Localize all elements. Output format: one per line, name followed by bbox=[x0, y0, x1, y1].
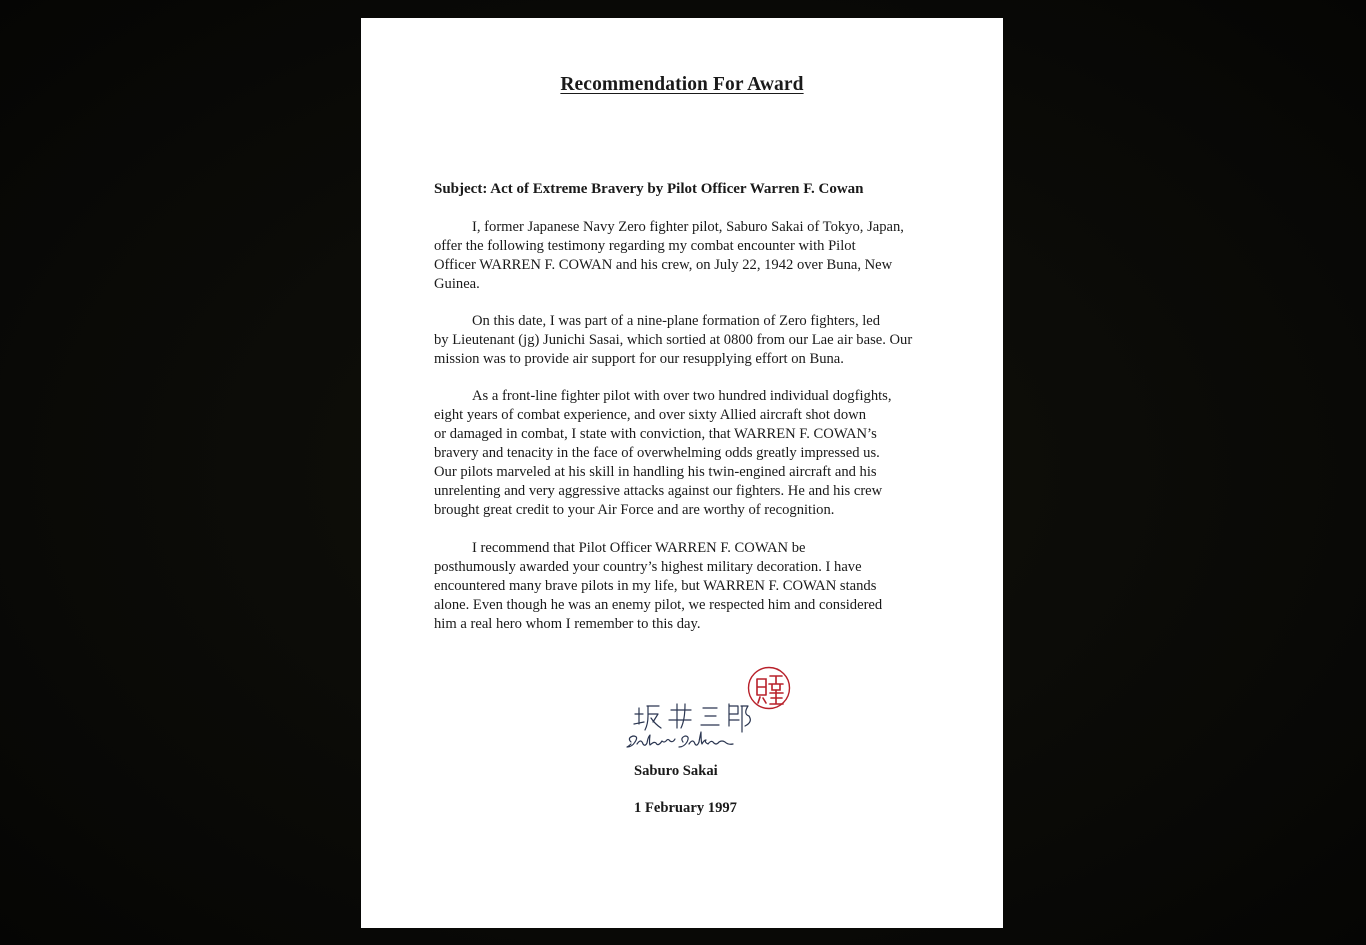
paragraph-line: or damaged in combat, I state with conviction, that WARREN F. COWAN’s bbox=[434, 426, 877, 442]
document-page bbox=[361, 18, 1003, 928]
paragraph-line: by Lieutenant (jg) Junichi Sasai, which sortied at 0800 from our Lae air base. Our bbox=[434, 332, 913, 348]
paragraph-3 bbox=[434, 387, 934, 520]
paragraph-line: Officer WARREN F. COWAN and his crew, on July 22, 1942 over Buna, New bbox=[434, 257, 893, 273]
document-title: Recommendation For Award bbox=[560, 74, 804, 95]
paragraph-line: bravery and tenacity in the face of overwhelming odds greatly impressed us. bbox=[434, 445, 880, 461]
paragraph-2 bbox=[434, 312, 934, 369]
paragraph-4 bbox=[434, 539, 934, 634]
paragraph-line: On this date, I was part of a nine-plane formation of Zero fighters, led bbox=[472, 313, 881, 329]
subject-line: Subject: Act of Extreme Bravery by Pilot Officer Warren F. Cowan bbox=[434, 181, 864, 197]
paragraph-line: brought great credit to your Air Force and are worthy of recognition. bbox=[434, 502, 835, 518]
paragraph-line: eight years of combat experience, and over sixty Allied aircraft shot down bbox=[434, 407, 866, 423]
paragraph-line: offer the following testimony regarding my combat encounter with Pilot bbox=[434, 238, 856, 254]
paragraph-line: encountered many brave pilots in my life, but WARREN F. COWAN stands bbox=[434, 578, 877, 594]
handwritten-signature bbox=[621, 694, 781, 754]
paragraph-1 bbox=[434, 218, 934, 294]
paragraph-line: alone. Even though he was an enemy pilot, we respected him and considered bbox=[434, 597, 883, 613]
document-date: 1 February 1997 bbox=[634, 800, 737, 816]
paragraph-line: I recommend that Pilot Officer WARREN F. COWAN be bbox=[472, 540, 806, 556]
paragraph-line: mission was to provide air support for our resupplying effort on Buna. bbox=[434, 351, 844, 367]
paragraph-line: him a real hero whom I remember to this day. bbox=[434, 616, 701, 632]
paragraph-line: unrelenting and very aggressive attacks against our fighters. He and his crew bbox=[434, 483, 883, 499]
paragraph-line: Our pilots marveled at his skill in handling his twin-engined aircraft and his bbox=[434, 464, 877, 480]
paragraph-line: posthumously awarded your country’s highest military decoration. I have bbox=[434, 559, 862, 575]
paragraph-line: As a front-line fighter pilot with over two hundred individual dogfights, bbox=[472, 388, 892, 404]
paragraph-line: Guinea. bbox=[434, 276, 480, 292]
signer-name: Saburo Sakai bbox=[634, 763, 718, 779]
paragraph-line: I, former Japanese Navy Zero fighter pilot, Saburo Sakai of Tokyo, Japan, bbox=[472, 219, 904, 235]
